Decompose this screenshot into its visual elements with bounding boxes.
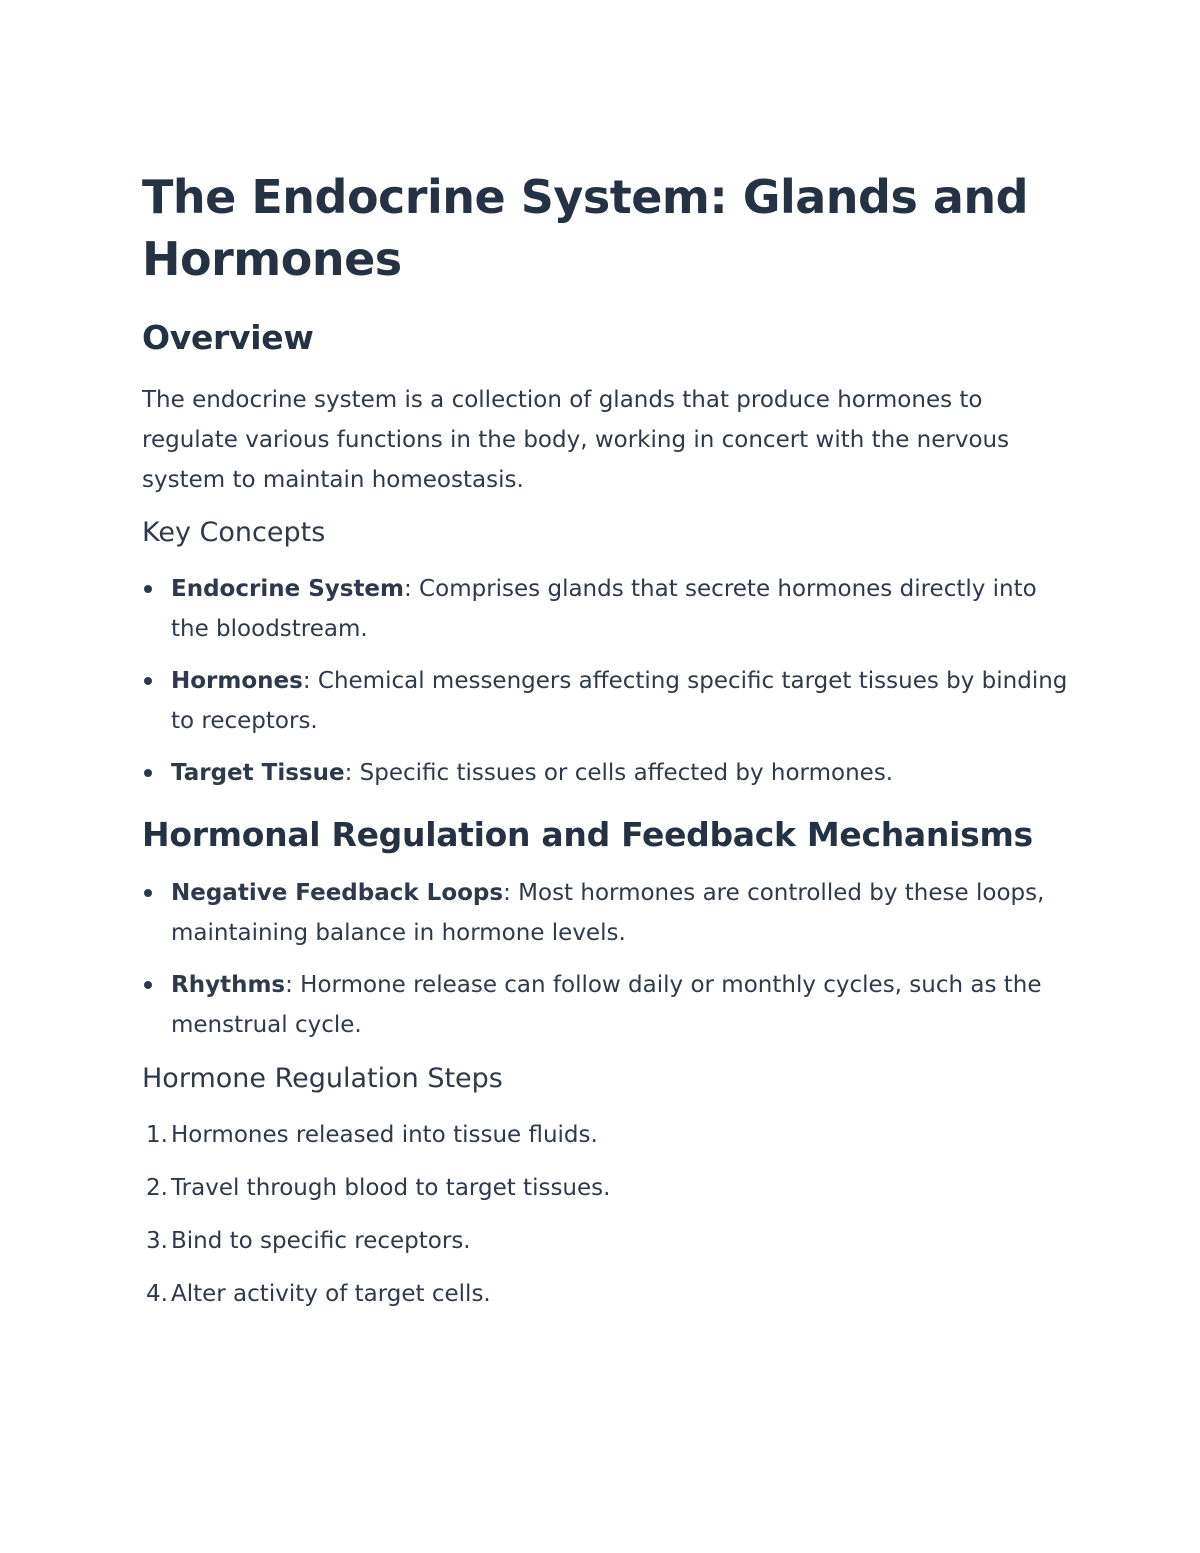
term-description: Comprises glands that secrete hormones directly into the bloodstream. bbox=[171, 576, 1037, 642]
step-number: 1. bbox=[146, 1122, 168, 1148]
step-number: 2. bbox=[146, 1175, 168, 1201]
overview-paragraph: The endocrine system is a collection of glands that produce hormones to regulate various functions in the body, working in concert with the nervous system to maintain homeostasis. bbox=[142, 387, 1010, 493]
term-description: Specific tissues or cells affected by hormones. bbox=[352, 760, 894, 786]
step-text: Alter activity of target cells. bbox=[171, 1281, 491, 1307]
term-separator: : bbox=[404, 576, 412, 602]
term-label: Rhythms bbox=[171, 972, 286, 998]
overview-heading: Overview bbox=[142, 318, 314, 357]
step-text: Hormones released into tissue fluids. bbox=[171, 1122, 598, 1148]
bullet-icon bbox=[144, 981, 152, 989]
list-item bbox=[142, 873, 1072, 953]
term-description: Hormone release can follow daily or monthly cycles, such as the menstrual cycle. bbox=[171, 972, 1042, 1038]
bullet-icon bbox=[144, 585, 152, 593]
key-concepts-list bbox=[142, 569, 1072, 793]
list-item bbox=[142, 569, 1072, 649]
document-title: The Endocrine System: Glands and Hormones bbox=[142, 170, 1029, 286]
term-label: Negative Feedback Loops bbox=[171, 880, 504, 906]
list-item bbox=[142, 661, 1072, 741]
list-item bbox=[142, 1274, 1072, 1314]
list-item bbox=[142, 1168, 1072, 1208]
bullet-icon bbox=[144, 677, 152, 685]
list-item bbox=[142, 753, 1072, 793]
term-label: Target Tissue bbox=[171, 760, 345, 786]
key-concepts-heading: Key Concepts bbox=[142, 517, 326, 548]
list-item bbox=[142, 1221, 1072, 1261]
regulation-heading: Hormonal Regulation and Feedback Mechanisms bbox=[142, 815, 1033, 854]
bullet-icon bbox=[144, 769, 152, 777]
term-label: Endocrine System bbox=[171, 576, 404, 602]
term-label: Hormones bbox=[171, 668, 303, 694]
list-item bbox=[142, 1115, 1072, 1155]
steps-heading: Hormone Regulation Steps bbox=[142, 1063, 503, 1094]
step-number: 3. bbox=[146, 1228, 168, 1254]
steps-list bbox=[142, 1115, 1072, 1314]
list-item bbox=[142, 965, 1072, 1045]
step-number: 4. bbox=[146, 1281, 168, 1307]
term-separator: : bbox=[302, 668, 311, 694]
term-separator: : bbox=[344, 760, 353, 786]
step-text: Travel through blood to target tissues. bbox=[171, 1175, 611, 1201]
term-separator: : bbox=[503, 880, 511, 906]
term-description: Chemical messengers affecting specific target tissues by binding to receptors. bbox=[171, 668, 1068, 734]
regulation-list bbox=[142, 873, 1072, 1045]
step-text: Bind to specific receptors. bbox=[171, 1228, 471, 1254]
bullet-icon bbox=[144, 889, 152, 897]
term-separator: : bbox=[285, 972, 293, 998]
document-page bbox=[142, 166, 1072, 1327]
term-description: Most hormones are controlled by these loops, maintaining balance in hormone levels. bbox=[171, 880, 1045, 946]
